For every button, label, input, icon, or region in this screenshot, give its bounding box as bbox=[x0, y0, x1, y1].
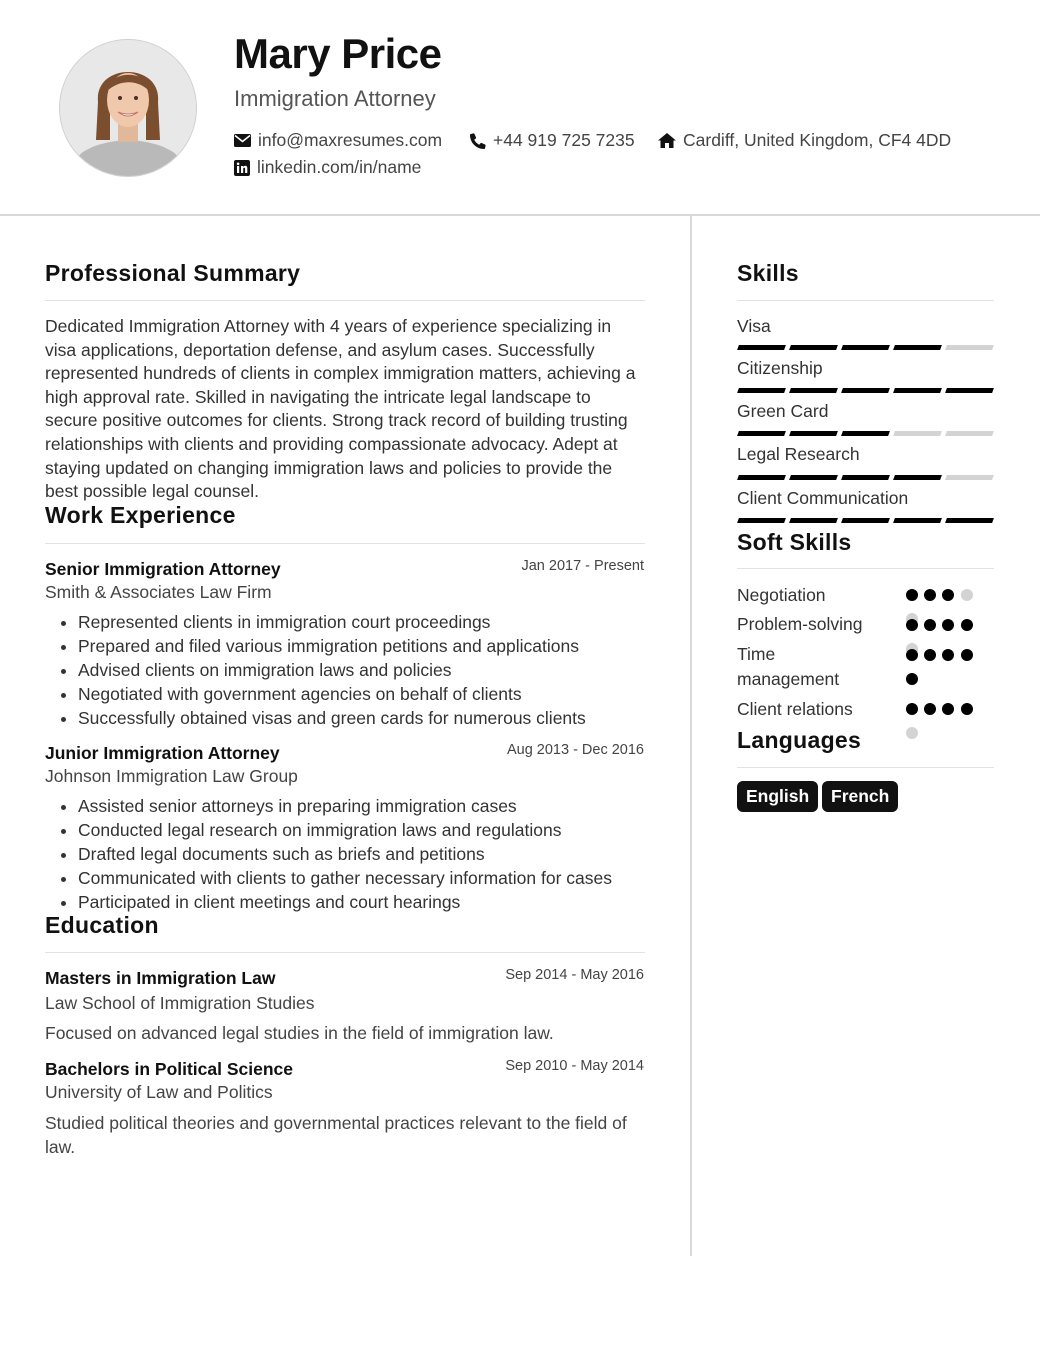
skill-bar-segment bbox=[789, 518, 838, 523]
contact-phone[interactable] bbox=[470, 130, 635, 151]
soft-skill-dot bbox=[961, 589, 973, 601]
experience-rule bbox=[45, 543, 645, 544]
skill-bar-segment bbox=[737, 475, 786, 480]
summary-rule bbox=[45, 300, 645, 301]
soft-skills-heading: Soft Skills bbox=[737, 529, 852, 555]
skill-name: Legal Research bbox=[737, 444, 860, 464]
home-icon bbox=[658, 133, 676, 148]
job-2-bullet: • Assisted senior attorneys in preparing immigration cases bbox=[78, 794, 612, 818]
skill-bar-segment bbox=[841, 518, 890, 523]
soft-skill-name: Negotiation bbox=[737, 585, 826, 605]
candidate-name: Mary Price bbox=[234, 30, 442, 77]
soft-skill-dot bbox=[924, 589, 936, 601]
linkedin-text: linkedin.com/in/name bbox=[257, 157, 422, 177]
edu-1-description: Focused on advanced legal studies in the field of immigration law. bbox=[45, 1023, 554, 1043]
job-1-bullet: • Negotiated with government agencies on behalf of clients bbox=[78, 682, 586, 706]
job-1-bullet: • Advised clients on immigration laws and policies bbox=[78, 658, 586, 682]
phone-text: +44 919 725 7235 bbox=[493, 130, 635, 150]
skill-bar-segment bbox=[737, 518, 786, 523]
soft-skill-dot bbox=[942, 589, 954, 601]
job-1-company: Smith & Associates Law Firm bbox=[45, 582, 272, 602]
skill-name: Visa bbox=[737, 316, 771, 336]
skill-bar-segment bbox=[737, 388, 786, 393]
skill-bar-segment bbox=[737, 345, 786, 350]
job-2-role: Junior Immigration Attorney bbox=[45, 743, 280, 763]
skill-bar-segment bbox=[841, 388, 890, 393]
soft-skill-dot bbox=[906, 619, 918, 631]
skill-bar-segment bbox=[945, 345, 994, 350]
edu-2-school: University of Law and Politics bbox=[45, 1082, 273, 1102]
portrait-image bbox=[60, 40, 196, 176]
job-2-bullets bbox=[45, 794, 612, 914]
languages-rule bbox=[737, 767, 994, 768]
skills-rule bbox=[737, 300, 994, 301]
skill-bar-segment bbox=[841, 475, 890, 480]
skill-bar-segment bbox=[945, 431, 994, 436]
skill-bar-segment bbox=[841, 431, 890, 436]
skill-bar-segment bbox=[789, 388, 838, 393]
resume-header bbox=[0, 0, 1040, 214]
skill-bar-segment bbox=[945, 518, 994, 523]
profile-photo bbox=[59, 39, 197, 177]
soft-skill-dot bbox=[906, 649, 918, 661]
location-text: Cardiff, United Kingdom, CF4 4DD bbox=[683, 130, 952, 150]
skill-bar-segment bbox=[893, 345, 942, 350]
language-badge: French bbox=[822, 781, 898, 812]
summary-text: Dedicated Immigration Attorney with 4 years of experience specializing in visa applications, deportation defense, and asylum cases. Successfully represented hundreds of clients in complex immigration matters, achieving a high approval rate. Skilled in navigating the intricate legal landscape to secure positive outcomes for clients. Strong track record of building trusting relationships with clients and providing compassionate advocacy. Adept at staying updated on changing immigration laws and policies to provide the best possible legal counsel. bbox=[45, 316, 636, 502]
skill-bar-segment bbox=[893, 518, 942, 523]
contact-location bbox=[658, 130, 951, 151]
job-1-bullets bbox=[45, 610, 586, 730]
header-divider bbox=[0, 214, 1040, 216]
job-1-role: Senior Immigration Attorney bbox=[45, 559, 281, 579]
envelope-icon bbox=[234, 134, 251, 147]
skill-name: Green Card bbox=[737, 401, 829, 421]
contact-email[interactable] bbox=[234, 130, 442, 151]
soft-skill-dot bbox=[906, 703, 918, 715]
soft-skill-dot bbox=[942, 703, 954, 715]
soft-skill-dot bbox=[906, 727, 918, 739]
job-2-bullet: • Drafted legal documents such as briefs and petitions bbox=[78, 842, 612, 866]
skill-bar-segment bbox=[945, 475, 994, 480]
edu-2-dates: Sep 2010 - May 2014 bbox=[505, 1058, 644, 1074]
edu-1-school: Law School of Immigration Studies bbox=[45, 993, 315, 1013]
skill-name: Citizenship bbox=[737, 358, 823, 378]
soft-skill-dot bbox=[924, 703, 936, 715]
job-2-bullet: • Communicated with clients to gather necessary information for cases bbox=[78, 866, 612, 890]
soft-skill-dot bbox=[924, 649, 936, 661]
skill-bar-segment bbox=[789, 345, 838, 350]
soft-skill-dot bbox=[942, 619, 954, 631]
job-2-bullet: • Participated in client meetings and court hearings bbox=[78, 890, 612, 914]
skill-bar-segment bbox=[945, 388, 994, 393]
edu-1-dates: Sep 2014 - May 2016 bbox=[505, 967, 644, 983]
soft-skill-dot bbox=[961, 619, 973, 631]
soft-skill-dot bbox=[906, 673, 918, 685]
contact-linkedin[interactable] bbox=[234, 157, 421, 178]
edu-1-degree: Masters in Immigration Law bbox=[45, 968, 276, 988]
education-rule bbox=[45, 952, 645, 953]
phone-icon bbox=[470, 133, 486, 149]
job-1-bullet: • Successfully obtained visas and green cards for numerous clients bbox=[78, 706, 586, 730]
skill-bar-segment bbox=[789, 475, 838, 480]
soft-skill-dot bbox=[942, 649, 954, 661]
job-2-bullet: • Conducted legal research on immigration laws and regulations bbox=[78, 818, 612, 842]
education-heading: Education bbox=[45, 912, 159, 938]
soft-skills-rule bbox=[737, 568, 994, 569]
skill-bar-segment bbox=[737, 431, 786, 436]
edu-2-description: Studied political theories and governmental practices relevant to the field of law. bbox=[45, 1113, 627, 1157]
skill-bar-segment bbox=[893, 431, 942, 436]
email-text: info@maxresumes.com bbox=[258, 130, 443, 150]
soft-skill-name: Problem-solving bbox=[737, 614, 863, 634]
skill-bar-segment bbox=[893, 388, 942, 393]
soft-skill-name: Client relations bbox=[737, 699, 853, 719]
edu-2-degree: Bachelors in Political Science bbox=[45, 1059, 294, 1079]
soft-skill-dot bbox=[961, 649, 973, 661]
job-1-dates: Jan 2017 - Present bbox=[521, 558, 644, 574]
soft-skill-dot bbox=[906, 589, 918, 601]
skill-bar-segment bbox=[893, 475, 942, 480]
languages-heading: Languages bbox=[737, 727, 862, 753]
linkedin-icon bbox=[234, 160, 250, 176]
column-divider bbox=[690, 216, 692, 1256]
experience-heading: Work Experience bbox=[45, 502, 236, 528]
skill-bar-segment bbox=[789, 431, 838, 436]
job-2-company: Johnson Immigration Law Group bbox=[45, 766, 298, 786]
job-2-dates: Aug 2013 - Dec 2016 bbox=[506, 742, 644, 758]
job-1-bullet: • Represented clients in immigration court proceedings bbox=[78, 610, 586, 634]
candidate-title: Immigration Attorney bbox=[234, 86, 436, 111]
skill-bar-segment bbox=[841, 345, 890, 350]
summary-heading: Professional Summary bbox=[45, 260, 301, 286]
skill-name: Client Communication bbox=[737, 488, 909, 508]
skills-heading: Skills bbox=[737, 260, 799, 286]
soft-skill-dot bbox=[924, 619, 936, 631]
language-badge: English bbox=[737, 781, 818, 812]
soft-skill-name: Time management bbox=[737, 644, 840, 689]
job-1-bullet: • Prepared and filed various immigration petitions and applications bbox=[78, 634, 586, 658]
soft-skill-dot bbox=[961, 703, 973, 715]
